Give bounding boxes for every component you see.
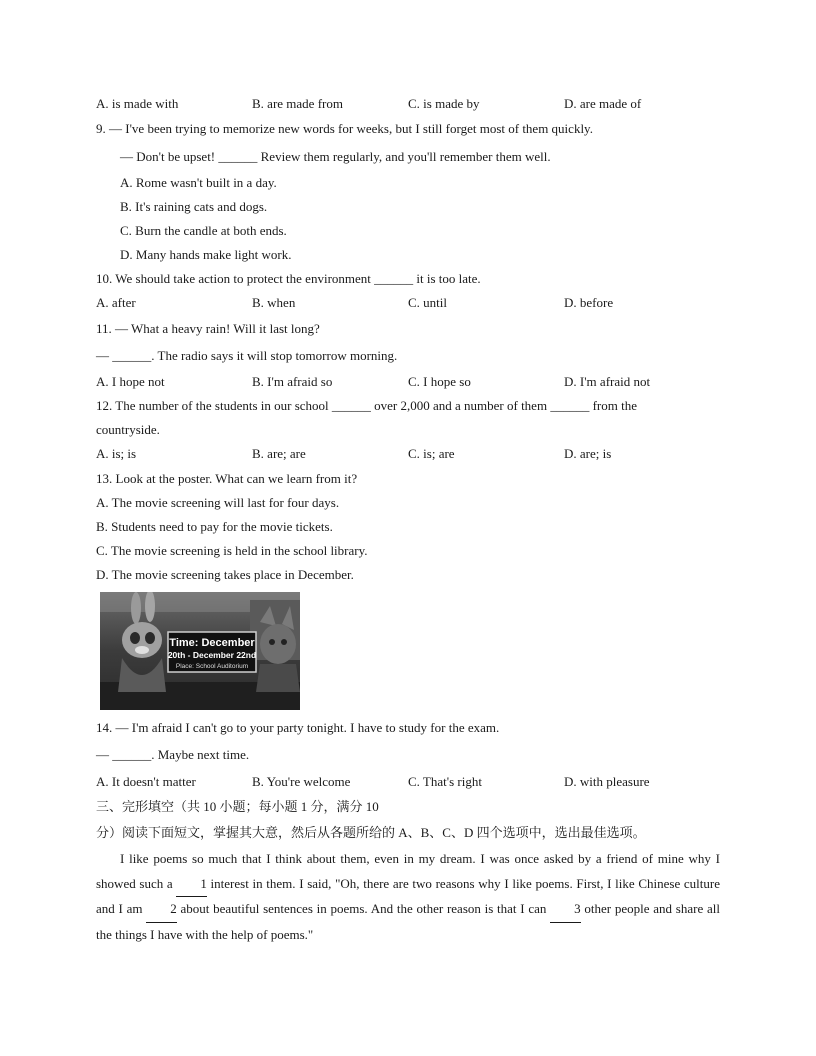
q14-option-c: C. That's right <box>408 774 482 789</box>
q11-option-c: C. I hope so <box>408 374 471 389</box>
q13-option-d: D. The movie screening takes place in December. <box>96 567 354 582</box>
q9-option-b: B. It's raining cats and dogs. <box>120 199 268 214</box>
blank-1: 1 <box>176 872 207 898</box>
q9-reply-post: Review them regularly, and you'll remember them well. <box>257 149 551 164</box>
q9-option-d: D. Many hands make light work. <box>120 247 292 262</box>
blank-3: 3 <box>550 897 581 923</box>
passage-sentence-1: I like poems so much that I think about them, even in my dream. I was once asked by a friend of mine why I showed such a <box>96 851 720 891</box>
q9-option-c: C. Burn the candle at both ends. <box>120 223 287 238</box>
movie-poster-image <box>100 592 300 710</box>
q8-option-a: A. is made with <box>96 96 179 111</box>
q11-option-d: D. I'm afraid not <box>564 374 651 389</box>
section3-instruction: 分）阅读下面短文，掌握其大意，然后从各题所给的 A、B、C、D 四个选项中，选出最佳选项。 <box>96 825 646 840</box>
q13-option-a: A. The movie screening will last for four days. <box>96 495 340 510</box>
q9-option-a: A. Rome wasn't built in a day. <box>120 175 277 190</box>
passage-sentence-3: about beautiful sentences in poems. And the other reason is that I can <box>176 901 551 916</box>
q10-stem: 10. We should take action to protect the environment ______ it is too late. <box>96 271 481 286</box>
q13-stem: 13. Look at the poster. What can we learn from it? <box>96 471 358 486</box>
q12-options <box>96 446 720 462</box>
q12-option-b: B. are; are <box>252 446 306 461</box>
q9-reply-pre: — Don't be upset! <box>120 149 219 164</box>
q12-option-c: C. is; are <box>408 446 455 461</box>
poster-text-place: Place: School Auditorium <box>175 663 249 670</box>
q12-option-d: D. are; is <box>564 446 612 461</box>
q13-option-c: C. The movie screening is held in the school library. <box>96 543 368 558</box>
q8-option-c: C. is made by <box>408 96 480 111</box>
passage-sentence-2: interest in them. I said, "Oh, there are two reasons why I like poems. First, I like Chinese culture and I am <box>96 875 720 916</box>
q9-reply <box>120 149 551 165</box>
q10-option-b: B. when <box>252 295 296 310</box>
cloze-passage <box>96 847 720 947</box>
q14-options <box>96 774 720 790</box>
q10-option-a: A. after <box>96 295 136 310</box>
poster-graphic <box>100 592 300 710</box>
q8-option-b: B. are made from <box>252 96 343 111</box>
q14-option-b: B. You're welcome <box>252 774 351 789</box>
blank-2: 2 <box>146 897 177 923</box>
q14-stem: 14. — I'm afraid I can't go to your party tonight. I have to study for the exam. <box>96 720 500 735</box>
q11-option-a: A. I hope not <box>96 374 165 389</box>
q10-option-d: D. before <box>564 295 614 310</box>
q9-reply-blank: ______ <box>218 149 258 164</box>
q8-options <box>96 96 720 112</box>
q8-option-d: D. are made of <box>564 96 642 111</box>
q14-option-d: D. with pleasure <box>564 774 650 789</box>
q11-options <box>96 374 720 390</box>
q14-reply: — ______. Maybe next time. <box>96 747 250 762</box>
q12-stem: 12. The number of the students in our school ______ over 2,000 and a number of them ______ from the <box>96 398 637 413</box>
q13-option-b: B. Students need to pay for the movie tickets. <box>96 519 333 534</box>
q11-stem: 11. — What a heavy rain! Will it last long? <box>96 321 320 336</box>
section3-title: 三、完形填空（共 10 小题；每小题 1 分，满分 10 <box>96 799 379 814</box>
poster-text-time: Time: December <box>169 637 255 649</box>
poster-text-dates: 20th - December 22nd <box>167 650 257 660</box>
q11-reply: — ______. The radio says it will stop tomorrow morning. <box>96 348 398 363</box>
q9-stem: 9. — I've been trying to memorize new words for weeks, but I still forget most of them quickly. <box>96 121 593 136</box>
q10-options <box>96 295 720 311</box>
q12-option-a: A. is; is <box>96 446 137 461</box>
passage-sentence-4: other people and share all the things I have with the help of poems." <box>96 901 720 942</box>
q11-option-b: B. I'm afraid so <box>252 374 333 389</box>
q10-option-c: C. until <box>408 295 448 310</box>
q12-stem-continued: countryside. <box>96 422 160 437</box>
q14-option-a: A. It doesn't matter <box>96 774 196 789</box>
